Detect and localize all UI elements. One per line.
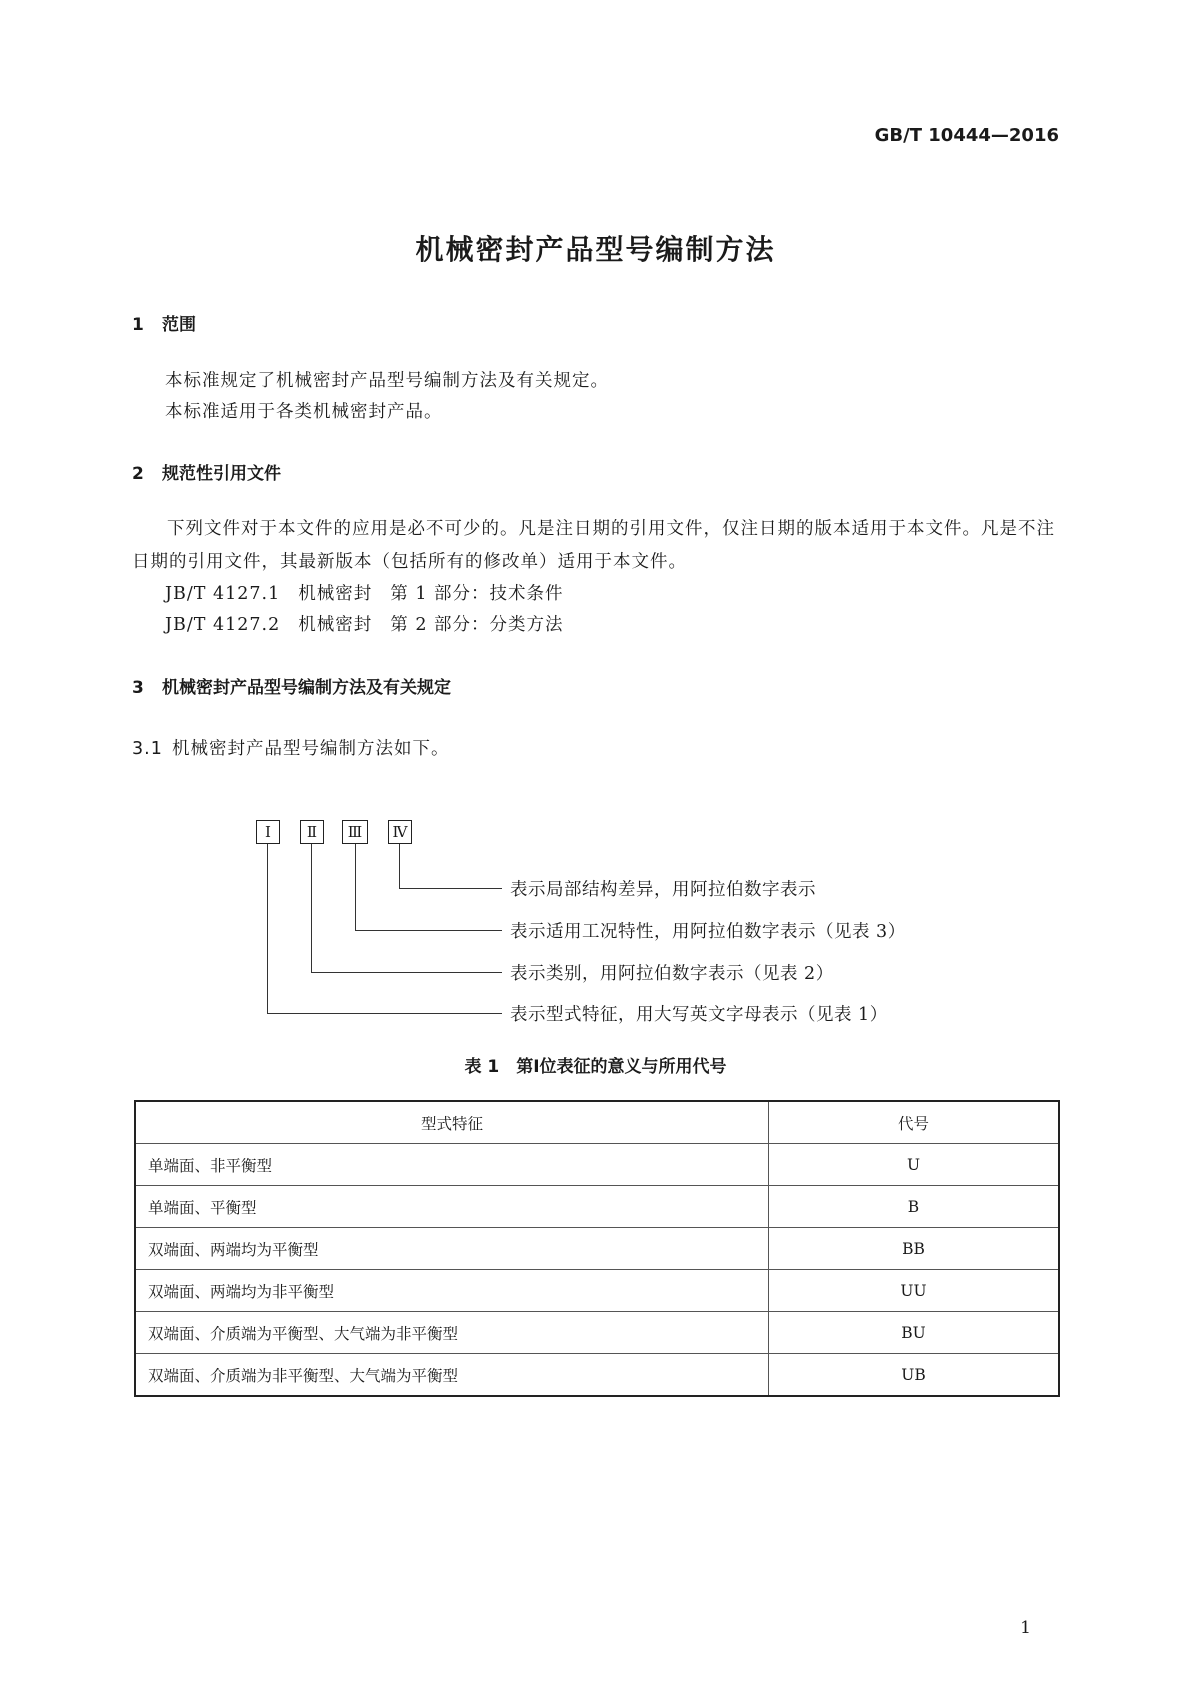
- table-cell: UU: [769, 1270, 1060, 1312]
- table-cell: UB: [769, 1354, 1060, 1397]
- reference-item: [165, 611, 564, 636]
- paragraph: 本标准规定了机械密封产品型号编制方法及有关规定。: [165, 371, 609, 391]
- leader-line: [267, 1013, 502, 1014]
- section-title: 范围: [162, 315, 196, 335]
- table-row: [135, 1312, 1059, 1354]
- section-number: 3: [132, 678, 144, 698]
- section-number: 1: [132, 315, 144, 335]
- diagram-legend-1: 表示型式特征，用大写英文字母表示（见表 1）: [510, 1005, 888, 1025]
- document-title: 机械密封产品型号编制方法: [415, 233, 776, 266]
- table-row: [135, 1144, 1059, 1186]
- leader-line: [311, 844, 312, 972]
- table-header-row: [135, 1101, 1059, 1144]
- diagram-legend-4: 表示局部结构差异，用阿拉伯数字表示: [510, 880, 816, 900]
- subsection-text: 机械密封产品型号编制方法如下。: [172, 739, 450, 759]
- reference-part: 第 1 部分：技术条件: [390, 584, 564, 604]
- table-cell: 双端面、两端均为平衡型: [135, 1228, 769, 1270]
- reference-name: 机械密封: [298, 584, 373, 604]
- code-box-2: Ⅱ: [300, 820, 324, 844]
- table-1: [134, 1100, 1060, 1397]
- table-cell: B: [769, 1186, 1060, 1228]
- subsection-number: 3.1: [132, 739, 163, 759]
- code-box-4: Ⅳ: [388, 820, 412, 844]
- leader-line: [355, 930, 502, 931]
- leader-line: [399, 888, 502, 889]
- reference-name: 机械密封: [298, 615, 373, 635]
- leader-line: [311, 972, 502, 973]
- table-row: [135, 1270, 1059, 1312]
- section-3-heading: [132, 673, 451, 698]
- table-row: [135, 1186, 1059, 1228]
- reference-part: 第 2 部分：分类方法: [390, 615, 564, 635]
- diagram-legend-3: 表示适用工况特性，用阿拉伯数字表示（见表 3）: [510, 922, 906, 942]
- diagram-legend-2: 表示类别，用阿拉伯数字表示（见表 2）: [510, 964, 834, 984]
- subsection-3-1: [132, 735, 450, 760]
- table-cell: U: [769, 1144, 1060, 1186]
- code-box-1: Ⅰ: [256, 820, 280, 844]
- section-2-heading: [132, 459, 281, 484]
- leader-line: [355, 844, 356, 930]
- section-title: 机械密封产品型号编制方法及有关规定: [162, 678, 451, 698]
- table-cell: 单端面、平衡型: [135, 1186, 769, 1228]
- reference-code: JB/T 4127.1: [165, 584, 281, 604]
- leader-line: [267, 844, 268, 1013]
- section-title: 规范性引用文件: [162, 464, 281, 484]
- table-cell: BU: [769, 1312, 1060, 1354]
- table-row: [135, 1354, 1059, 1397]
- page-number: 1: [1020, 1618, 1031, 1638]
- table-row: [135, 1228, 1059, 1270]
- table-cell: 单端面、非平衡型: [135, 1144, 769, 1186]
- table-caption: 表 1 第Ⅰ位表征的意义与所用代号: [464, 1057, 727, 1077]
- column-header: 型式特征: [135, 1101, 769, 1144]
- table-cell: 双端面、介质端为平衡型、大气端为非平衡型: [135, 1312, 769, 1354]
- table-cell: BB: [769, 1228, 1060, 1270]
- standard-code: GB/T 10444—2016: [874, 125, 1059, 146]
- paragraph: 本标准适用于各类机械密封产品。: [165, 402, 443, 422]
- paragraph: 下列文件对于本文件的应用是必不可少的。凡是注日期的引用文件，仅注日期的版本适用于本文件。凡是不注日期的引用文件，其最新版本（包括所有的修改单）适用于本文件。: [132, 519, 1055, 572]
- leader-line: [399, 844, 400, 888]
- reference-item: [165, 580, 564, 605]
- table-cell: 双端面、介质端为非平衡型、大气端为平衡型: [135, 1354, 769, 1397]
- column-header: 代号: [769, 1101, 1060, 1144]
- section-number: 2: [132, 464, 144, 484]
- table-cell: 双端面、两端均为非平衡型: [135, 1270, 769, 1312]
- reference-code: JB/T 4127.2: [165, 615, 281, 635]
- code-box-3: Ⅲ: [342, 820, 368, 844]
- section-1-heading: [132, 310, 196, 335]
